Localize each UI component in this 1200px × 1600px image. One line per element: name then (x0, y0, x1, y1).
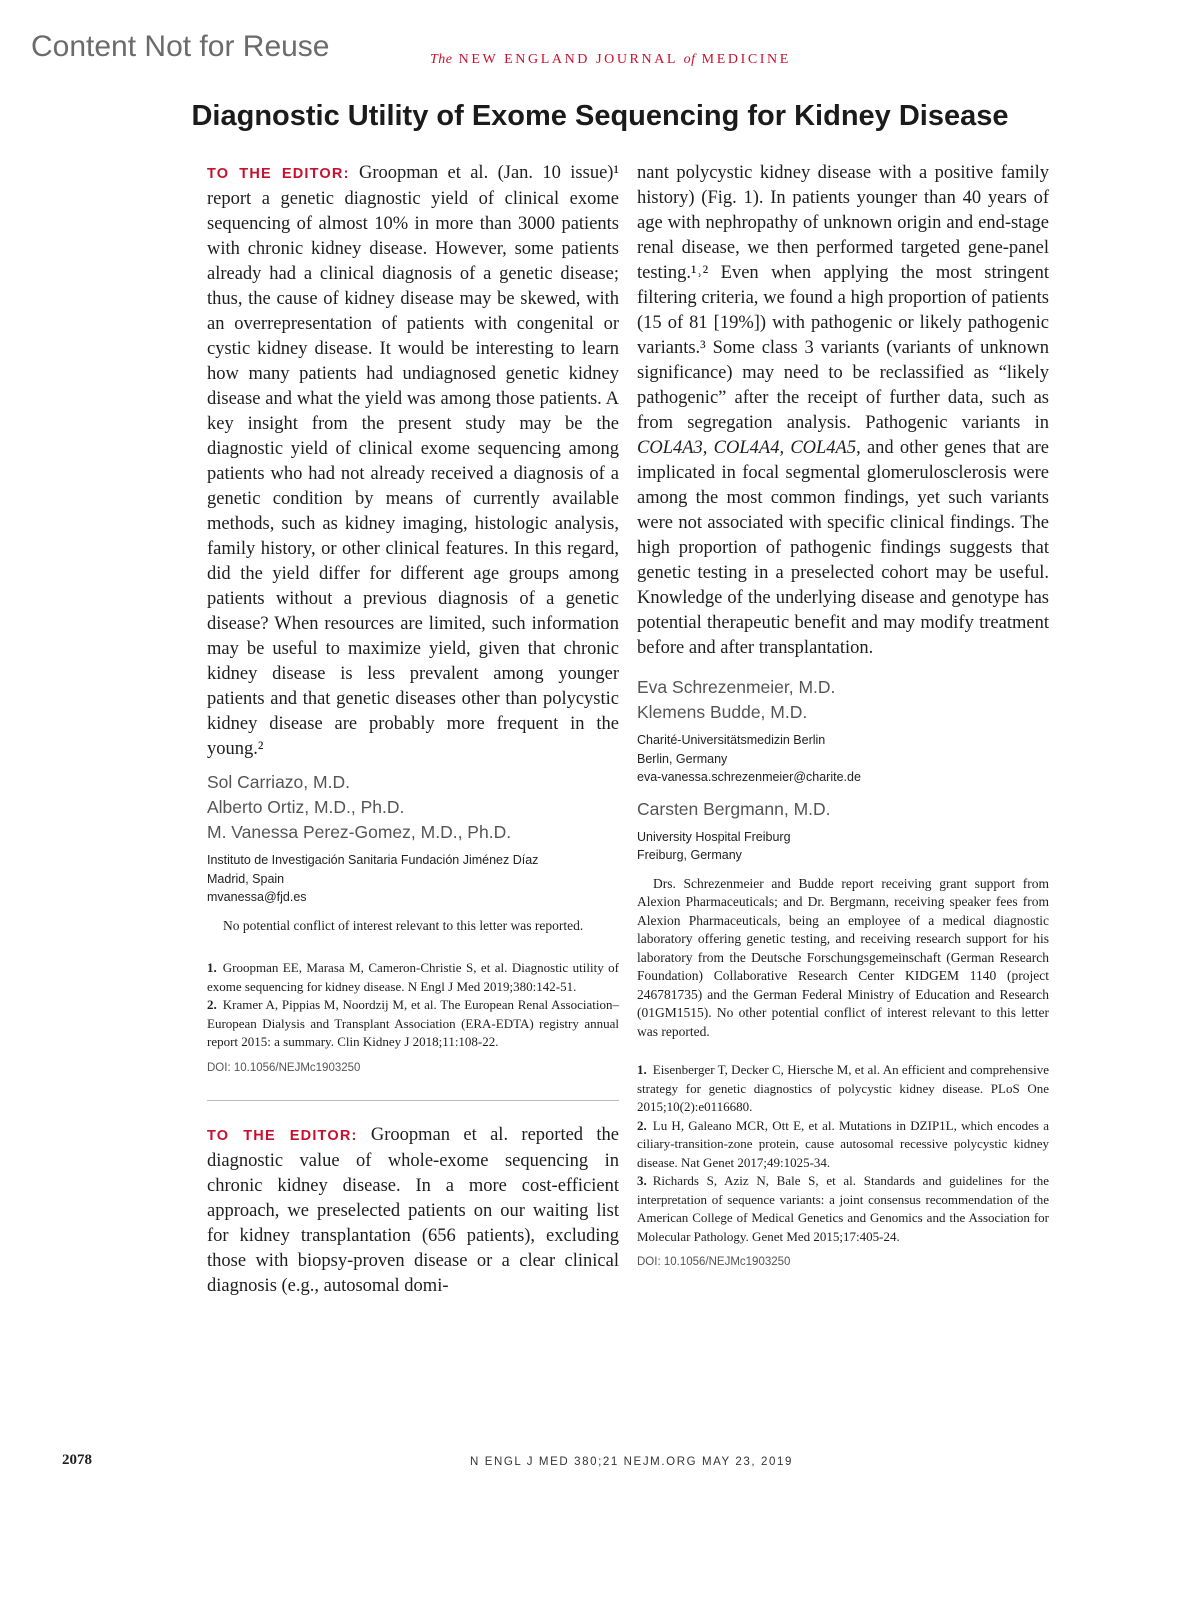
letter1-author: Alberto Ortiz, M.D., Ph.D. (207, 797, 405, 817)
reference-text: Lu H, Galeano MCR, Ott E, et al. Mutations in DZIP1L, which encodes a ciliary-transition-zone protein, cause autosomal recessive polycystic kidney disease. Nat Genet 2017;49:1025-34. (637, 1117, 1049, 1170)
masthead-word2: MEDICINE (701, 52, 791, 67)
reference-number: 2. (637, 1117, 647, 1133)
letter1-disclosure: No potential conflict of interest relevant to this letter was reported. (223, 917, 584, 933)
letter2-references (637, 1061, 1049, 1246)
journal-citation: N ENGL J MED 380;21 NEJM.ORG MAY 23, 2019 (470, 1456, 793, 1468)
affiliation-email: eva-vanessa.schrezenmeier@charite.de (637, 770, 861, 784)
letter1-doi: DOI: 10.1056/NEJMc1903250 (207, 1061, 361, 1074)
affiliation-email: mvanessa@fjd.es (207, 890, 307, 904)
gene-name: COL4A3 (637, 438, 703, 458)
gene-name: COL4A4 (713, 438, 780, 458)
reference-number: 1. (637, 1062, 647, 1077)
letter2-lead: TO THE EDITOR: (207, 1127, 358, 1144)
affiliation-line: Berlin, Germany (637, 751, 728, 766)
reference-number: 3. (637, 1173, 647, 1188)
reference-text: Eisenberger T, Decker C, Hiersche M, et al. An efficient and comprehensive strategy for genetic diagnostics of polycystic kidney disease. PLoS One 2015;10(2):e0116680. (637, 1062, 1049, 1114)
letter2-body-continued (637, 161, 1049, 661)
watermark: Content Not for Reuse (31, 30, 330, 63)
letter2-affiliation-a (637, 731, 1049, 787)
reference-text: Groopman EE, Marasa M, Cameron-Christie S, et al. Diagnostic utility of exome sequencing for kidney disease. N Engl J Med 2019;380:142-51. (207, 960, 619, 994)
letter1-references (207, 959, 619, 1052)
reference-item (207, 959, 619, 996)
reference-item (637, 1117, 1049, 1173)
affiliation-line: Madrid, Spain (207, 871, 285, 886)
reference-number: 2. (207, 997, 217, 1012)
reference-item (207, 996, 619, 1052)
gene-separator: , (702, 438, 714, 458)
letter2-text-right-b: , and other genes that are implicated in focal segmental glomerulosclerosis were among the most common findings, yet such variants were not associated with specific clinical findings. The high proportion of pathogenic findings suggests that genetic testing in a preselected cohort may be useful. Knowledge of the underlying disease and genotype has potential therapeutic benefit and may modify treatment before and after transplantation. (637, 438, 1050, 658)
letter2-affiliation-b (637, 828, 1049, 865)
affiliation-line: University Hospital Freiburg (637, 829, 791, 844)
article-title: Diagnostic Utility of Exome Sequencing for Kidney Disease (191, 100, 1009, 132)
letter2-body-start (207, 1123, 619, 1299)
affiliation-line: Instituto de Investigación Sanitaria Fundación Jiménez Díaz (207, 853, 539, 867)
affiliation-line: Charité-Universitätsmedizin Berlin (637, 733, 826, 747)
letter1-lead: TO THE EDITOR: (207, 166, 350, 182)
letter2-authors-b (637, 797, 1049, 822)
letter2-disclosure: Drs. Schrezenmeier and Budde report receiving grant support from Alexion Pharmaceuticals; and Dr. Bergmann, receiving speaker fees from Alexion Pharmaceuticals, being an employee of a medical diagnostic laboratory offering genetic testing, and receiving research support for his laboratory from the Deutsche Forschungsgemeinschaft (German Research Foundation) Collaborative Research Center KIDGEM 1140 (project 246781735) and the German Federal Ministry of Education and Research (01GM1515). No other potential conflict of interest relevant to this letter was reported. (637, 875, 1049, 1039)
affiliation-line: Freiburg, Germany (637, 848, 742, 862)
letter1-text: Groopman et al. (Jan. 10 issue)¹ report a genetic diagnostic yield of clinical exome sequencing of almost 10% in more than 3000 patients with chronic kidney disease. However, some patients already had a clinical diagnosis of a genetic disease; thus, the cause of kidney disease may be skewed, with an overrepresentation of patients with congenital or cystic kidney disease. It would be interesting to learn how many patients had undiagnosed genetic kidney disease and what the yield was among those patients. A key insight from the present study may be the diagnostic yield of clinical exome sequencing among patients who had not already received a diagnosis of a genetic condition by means of currently available methods, such as kidney imaging, histologic analysis, family history, or other clinical features. In this regard, did the yield differ for different age groups among patients without a previous diagnosis of a genetic disease? When resources are limited, such information may be useful to maximize yield, given that chronic kidney disease is less prevalent among younger patients and that genetic diseases other than polycystic kidney disease are probably more frequent in the young.² (207, 163, 620, 759)
letter2-author: Klemens Budde, M.D. (637, 702, 808, 722)
reference-item (637, 1061, 1049, 1117)
gene-name: COL4A5 (790, 438, 857, 458)
letter1-affiliation (207, 851, 619, 907)
masthead-word1: NEW ENGLAND JOURNAL (458, 52, 678, 67)
left-column (207, 161, 619, 1299)
letter2-text-right-a: nant polycystic kidney disease with a positive family history) (Fig. 1). In patients younger than 40 years of age with nephropathy of unknown origin and end-stage renal disease, we then performed targeted gene-panel testing.¹˒² Even when applying the most stringent filtering criteria, we found a high proportion of patients (15 of 81 [19%]) with pathogenic or likely pathogenic variants.³ Some class 3 variants (variants of unknown significance) may need to be reclassified as “likely pathogenic” after the receipt of further data, such as from segregation analysis. Pathogenic variants in (637, 163, 1049, 433)
letter2-authors-a (637, 675, 1049, 725)
reference-text: Kramer A, Pippias M, Noordzij M, et al. The European Renal Association–European Dialysis and Transplant Association (ERA-EDTA) registry annual report 2015: a summary. Clin Kidney J 2018;11:108-22. (207, 997, 619, 1049)
section-divider (207, 1100, 619, 1101)
letter2-text-left: Groopman et al. reported the diagnostic value of whole-exome sequencing in chronic kidney disease. In a more cost-efficient approach, we preselected patients on our waiting list for kidney transplantation (656 patients), excluding those with biopsy-proven disease or a clear clinical diagnosis (e.g., autosomal domi- (207, 1124, 620, 1296)
right-column (637, 161, 1049, 1268)
masthead-of: of (683, 52, 696, 67)
letter1-author: M. Vanessa Perez-Gomez, M.D., Ph.D. (207, 822, 512, 842)
reference-text: Richards S, Aziz N, Bale S, et al. Standards and guidelines for the interpretation of sequence variants: a joint consensus recommendation of the American College of Medical Genetics and Genomics and the Association for Molecular Pathology. Genet Med 2015;17:405-24. (637, 1173, 1049, 1244)
letter1-authors (207, 770, 619, 845)
letter1-author: Sol Carriazo, M.D. (207, 772, 350, 792)
reference-item (637, 1172, 1049, 1246)
letter2-doi: DOI: 10.1056/NEJMc1903250 (637, 1256, 791, 1268)
journal-masthead (430, 52, 850, 68)
letter2-author: Carsten Bergmann, M.D. (637, 798, 831, 819)
page-number: 2078 (62, 1452, 92, 1468)
letter2-author: Eva Schrezenmeier, M.D. (637, 677, 836, 697)
masthead-prefix: The (430, 52, 453, 67)
reference-number: 1. (207, 960, 217, 975)
gene-separator: , (779, 438, 791, 458)
letter1-body (207, 161, 619, 762)
